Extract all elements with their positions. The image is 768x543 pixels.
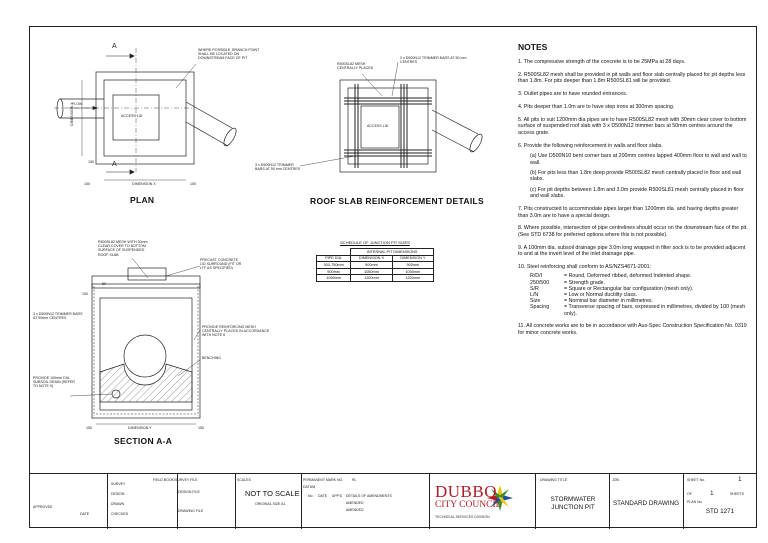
roof-trim-top-leader (392, 62, 398, 96)
tb-design-file: DESIGN FILE (178, 490, 200, 494)
tb-files-cell (177, 474, 236, 529)
note-text: 6. Provide the following reinforcement in walls and floor slabs. (518, 142, 663, 149)
section-mesh-top-label: R500SL82 MESH WITH 30mm CLEAR COVER TO BOTTOM SURFACE OF SUSPENDED ROOF SLAB (98, 240, 148, 257)
abbr-term: S/R (530, 285, 539, 292)
note-text: 4. Pits deeper than 1.0m are to have step irons at 300mm spacing. (518, 104, 675, 111)
schedule-cell: 1200mm (392, 275, 433, 282)
note-item (518, 206, 750, 219)
section-precast-label: PRECAST CONCRETE LID SURROUND (FIT OR LTF AS SPECIFIED) (200, 258, 242, 271)
roof-pipe-bottom (432, 130, 474, 152)
plan-dim-y-label: DIMENSION Y (70, 102, 74, 126)
plan-outlet-pipe-end (222, 126, 239, 147)
section-precast-leader (166, 266, 200, 276)
tb-design-label: DESIGN (111, 492, 125, 496)
roof-pipe-top (432, 110, 478, 134)
section-trimmer-label: 3 x D500N12 TRIMMER BARS AT 50mm CENTRES (33, 312, 83, 321)
table-row (317, 262, 434, 269)
note-text: 11. All concrete works are to be in accordance with Aus-Spec Construction Specification No. 0319 for minor concrete works. (518, 323, 747, 336)
note-text: 9. A 100mm dia. subsoil drainage pipe 3.0m long wrapped in filter sock is to be provided adjacent to and at the invert level of the inlet drainage pipe. (518, 244, 746, 258)
section-view (70, 258, 200, 424)
section-dim-150-right: 150 (198, 426, 204, 430)
tb-scales-label: SCALES (237, 478, 251, 482)
roof-trim-bottom-leader (300, 156, 355, 166)
schedule-group-header: INTERNAL PIT DIMENSIONS (351, 249, 434, 256)
tb-sheet: 1 (738, 476, 742, 483)
roof-mesh-leader (362, 74, 382, 96)
schedule-caption: SCHEDULE OF JUNCTION PIT SIZES (340, 240, 410, 245)
note-item (518, 225, 750, 238)
abbr-term: R/D/I (530, 273, 543, 280)
tb-drawing-title-1: STORMWATER (550, 496, 596, 503)
plan-dim-150-side: 150 (88, 160, 94, 164)
note-item (518, 59, 750, 65)
tb-drawing-title-label: DRAWING TITLE (540, 478, 568, 482)
schedule-cell: 900mm (351, 262, 392, 269)
tb-app-col: APP'D (332, 494, 343, 498)
tb-no-col: No. (308, 494, 314, 498)
plan-section-a-top: A (112, 43, 117, 50)
schedule-header-row (317, 255, 434, 262)
roof-slab-view (300, 62, 484, 172)
roof-pipe-end (468, 132, 485, 153)
schedule-header: DIMENSION X (351, 255, 392, 262)
tb-drawing-title-2: JUNCTION PIT (551, 504, 595, 511)
tb-checked-label: CHECKED (111, 512, 129, 516)
abbr-term: Spacing (530, 304, 550, 311)
note-text: 7. Pits constructed to accommodate pipes larger than 1200mm dia. and having depths greater than 3.0m are to have a special design. (518, 206, 739, 219)
tb-of: 1 (710, 490, 714, 497)
section-lid-surround (128, 268, 166, 280)
plan-dim-150-left: 150 (84, 182, 90, 186)
note-text: 5. All pits to suit 1200mm dia pipes are to have R500SL82 mesh with 30mm clear cover to bottom surface of suspended roof slab with 3 x D500N12 trimmer bars at 50mm centres around the access grate. (518, 117, 747, 136)
note-item (518, 264, 750, 317)
tb-permanent-mark: PERMANENT MARK NO. (303, 478, 344, 482)
section-dim-150-left: 150 (86, 426, 92, 430)
note-item (518, 143, 750, 200)
schedule-header: PIPE DIA. (317, 255, 351, 262)
tb-plan-no: STD 1271 (705, 508, 735, 515)
tb-amend-b: AMENDED (346, 508, 364, 512)
council-division: TECHNICAL SERVICES DIVISION (435, 515, 490, 519)
plan-access-lid-label: ACCESS LID (121, 114, 143, 118)
plan-outlet-pipe-top (186, 102, 232, 128)
note-item (518, 72, 750, 85)
plan-section-arrow-bottom (130, 170, 134, 174)
section-reinf-label: PROVIDE REINFORCING MESH CENTRALLY PLACED IN ACCORDANCE WITH NOTE 6 (202, 325, 270, 338)
tb-drawing-file: DRAWING FILE (178, 509, 204, 513)
plan-section-arrow-top (130, 54, 134, 58)
tb-sheets-label: SHEETS (730, 492, 745, 496)
abbr-term: 250/500 (530, 279, 550, 286)
abbr-def: = Nominal bar diameter in millimetres. (564, 298, 654, 305)
plan-inlet-pipe-end (57, 99, 63, 118)
section-reinf-leader (194, 330, 200, 340)
roof-trim-bottom-label: 3 x D500N12 TRIMMER BARS AT 50 mm CENTRES (255, 163, 300, 172)
abbr-def: = Strength grade. (564, 279, 606, 286)
tb-original-size: ORIGINAL SIZE A1 (255, 502, 286, 506)
schedule-header: DIMENSION Y (392, 255, 433, 262)
plan-branch-note: WHERE POSSIBLE, BRANCH POINT SHALL BE LOCATED ON DOWNSTREAM FACE OF PIT (198, 48, 260, 61)
section-dim-y-label: DIMENSION Y (128, 426, 152, 430)
tb-rl-label: RL (352, 478, 357, 482)
abbr-def: = Square or Rectangular bar configuration (mesh only). (564, 285, 694, 292)
schedule-cell: 1050mm (351, 268, 392, 275)
tb-job-label: JOB (612, 478, 619, 482)
note-sub-item: (b) For pits less than 1.8m deep provide R500SL82 mesh centrally placed in floor and wall slabs. (530, 169, 742, 183)
tb-approval-cell (29, 474, 108, 529)
schedule-cell: 900mm (392, 262, 433, 269)
tb-sheet-label: SHEET No. (687, 478, 706, 482)
tb-not-to-scale: NOT TO SCALE (245, 489, 300, 498)
schedule-blank-cell (317, 249, 351, 256)
notes-heading: NOTES (518, 42, 548, 52)
tb-details-col: DETAILS OF AMENDMENTS (346, 494, 392, 498)
plan-pit-outer (96, 72, 194, 164)
table-row (317, 268, 434, 275)
section-outlet-pipe (124, 335, 166, 377)
note-sub-item: (a) Use D500N10 bent corner bars at 200mm centres lapped 400mm floor to wall and wall to wall. (530, 153, 747, 166)
note-text: 1. The compressive strength of the concrete is to be 25MPa at 28 days. (518, 59, 686, 65)
schedule-cell: 1050mm (392, 268, 433, 275)
note-item (518, 117, 750, 136)
note-item (518, 323, 750, 336)
tb-survey-label: SURVEY (111, 482, 126, 486)
abbr-term: Size (530, 298, 541, 305)
plan-flow-label: FLOW (72, 102, 83, 106)
note-item (518, 104, 750, 110)
section-dim-150-top: 150 (82, 292, 88, 296)
note-text: 2. R500SL82 mesh shall be provided in pit walls and floor slab centrally placed for pit depths less than 1.8m. For pits deeper than 1.8m R500SL81 will be provided. (518, 71, 746, 85)
table-row (317, 275, 434, 282)
abbr-def: = Round, Deformed ribbed, deformed Indented shape. (564, 273, 692, 280)
abbreviation-list (530, 273, 750, 316)
schedule-cell: 1050mm (317, 275, 351, 282)
tb-date-col: DATE (318, 494, 328, 498)
section-title: SECTION A-A (114, 436, 173, 446)
schedule-cell: 900mm (317, 268, 351, 275)
tb-date-label: DATE (80, 512, 90, 516)
plan-title: PLAN (130, 195, 155, 205)
tb-pending-field (153, 478, 198, 482)
roof-access-lid-label: ACCESS LID (367, 124, 389, 128)
tb-approved-label: APPROVED (33, 505, 53, 509)
note-text: 10. Steel reinforcing shall conform to AS/NZS4671-2001: (518, 264, 652, 271)
plan-dim-x-label: DIMENSION X (132, 182, 156, 186)
abbr-term: L/N (530, 292, 539, 299)
council-name-top: DUBBO (435, 482, 498, 501)
notes-list (518, 59, 750, 343)
council-name-bottom: CITY COUNCIL (435, 500, 502, 510)
section-benching-label: BENCHING (202, 356, 221, 360)
abbr-def: = Transverse spacing of bars, expressed in millimetres, divided by 100 (mesh only). (564, 304, 746, 317)
tb-amend-cell (301, 474, 430, 529)
tb-drawn-label: DRAWN (111, 502, 125, 506)
schedule-cell: 300-750mm (317, 262, 351, 269)
roof-trim-top-label: 3 x D500N12 TRIMMER BARS AT 50 mm CENTRES (400, 56, 467, 65)
note-text: 3. Outlet pipes are to have rounded entrances. (518, 91, 628, 98)
tb-job: STANDARD DRAWING (612, 500, 680, 507)
note-item (518, 91, 750, 97)
note-sub-item: (c) For pit depths between 1.8m and 3.0m provide R500SL81 mesh centrally placed in floor and wall slabs. (530, 186, 744, 200)
section-subsoil-label: PROVIDE 100mm DIA. SUBSOIL DRAIN (REFER TO NOTE 9) (33, 376, 75, 389)
note-item (518, 245, 750, 258)
roof-title: ROOF SLAB REINFORCEMENT DETAILS (310, 196, 484, 206)
section-dim-50: 50 (102, 282, 106, 286)
plan-section-a-bottom: A (112, 161, 117, 168)
tb-amend-a: AMENDED (346, 501, 364, 505)
schedule-group-row (317, 249, 434, 256)
plan-pit-inner (104, 80, 186, 156)
tb-field-book: FIELD BOOK/SURVEY FILE (153, 478, 198, 482)
schedule-table (316, 248, 434, 282)
plan-dim-150-right: 150 (190, 182, 196, 186)
note-text: 8. Where possible, intersection of pipe centrelines should occur on the downstream face of the pit. (See STD 6738 for preferred options where this is not possible). (518, 225, 748, 238)
tb-datum-label: DATUM (303, 485, 316, 489)
abbr-def: = Low or Normal ductility class. (564, 292, 638, 299)
plan-view (54, 48, 238, 180)
tb-of-label: OF (687, 492, 692, 496)
tb-plan-no-label: PLAN No. (687, 500, 703, 504)
roof-mesh-label: R500SL82 MESH CENTRALLY PLACED (337, 62, 374, 71)
plan-outlet-pipe-bottom (186, 122, 228, 146)
section-benching (100, 364, 192, 402)
section-roof-slab (92, 276, 200, 288)
schedule-cell: 1200mm (351, 275, 392, 282)
